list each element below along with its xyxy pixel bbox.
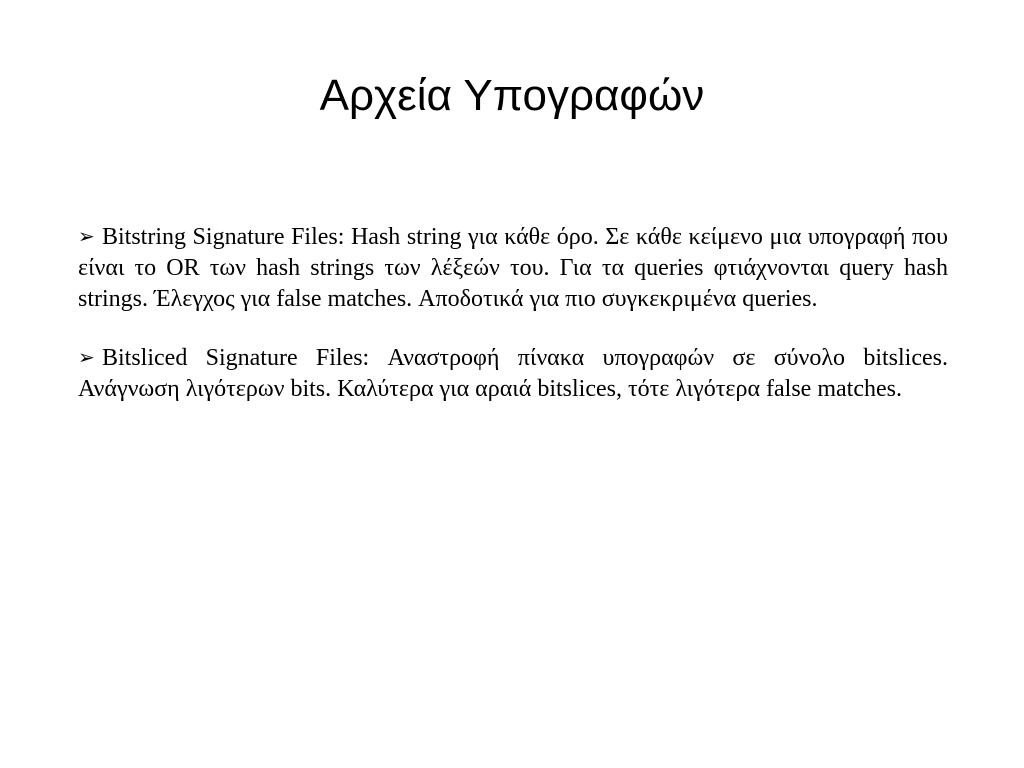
arrow-bullet-icon: ➢ xyxy=(78,347,95,369)
bullet-text: Bitsliced Signature Files: Αναστροφή πίνακα υπογραφών σε σύνολο bitslices. Ανάγνωση λιγότερων bits. Καλύτερα για αραιά bitslices, τότε λιγότερα false matches. xyxy=(78,345,948,402)
bullet-list xyxy=(78,222,948,433)
bullet-item-bitsliced xyxy=(78,343,948,405)
bullet-item-bitstring xyxy=(78,222,948,315)
bullet-text: Bitstring Signature Files: Hash string για κάθε όρο. Σε κάθε κείμενο μια υπογραφή που είναι το OR των hash strings των λέξεών του. Για τα queries φτιάχνονται query hash strings. Έλεγχος για false matches. Αποδοτικά για πιο συγκεκριμένα queries. xyxy=(78,224,948,312)
slide-title: Αρχεία Υπογραφών xyxy=(319,71,705,120)
arrow-bullet-icon: ➢ xyxy=(78,226,95,248)
